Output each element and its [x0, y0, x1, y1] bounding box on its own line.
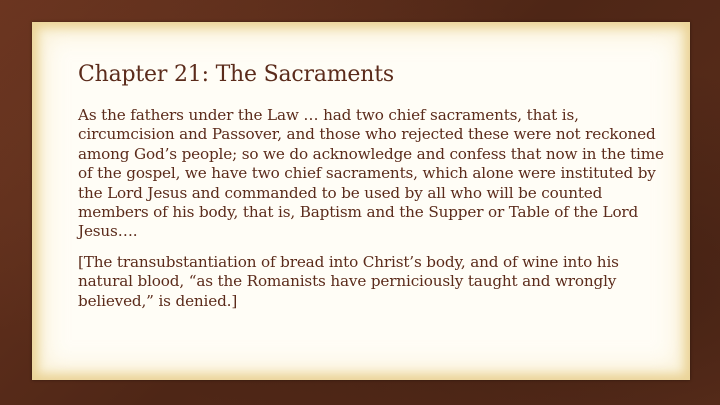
slide-body — [78, 106, 668, 322]
body-paragraph-law-sacraments: As the fathers under the Law … had two chief sacraments, that is, circumcision and Passover, and those who rejected these were not reckoned among God’s people; so we do acknowledge and confess that now in the time of the gospel, we have two chief sacraments, which alone were instituted by the Lord Jesus and commanded to be used by all who will be counted members of his body, that is, Baptism and the Supper or Table of the Lord Jesus…. — [78, 106, 664, 241]
slide-panel — [32, 22, 690, 380]
slide-title: Chapter 21: The Sacraments — [78, 62, 394, 87]
body-paragraph-transubstantiation: [The transubstantiation of bread into Christ’s body, and of wine into his natural blood, “as the Romanists have perniciously taught and wrongly believed,” is denied.] — [78, 252, 619, 310]
